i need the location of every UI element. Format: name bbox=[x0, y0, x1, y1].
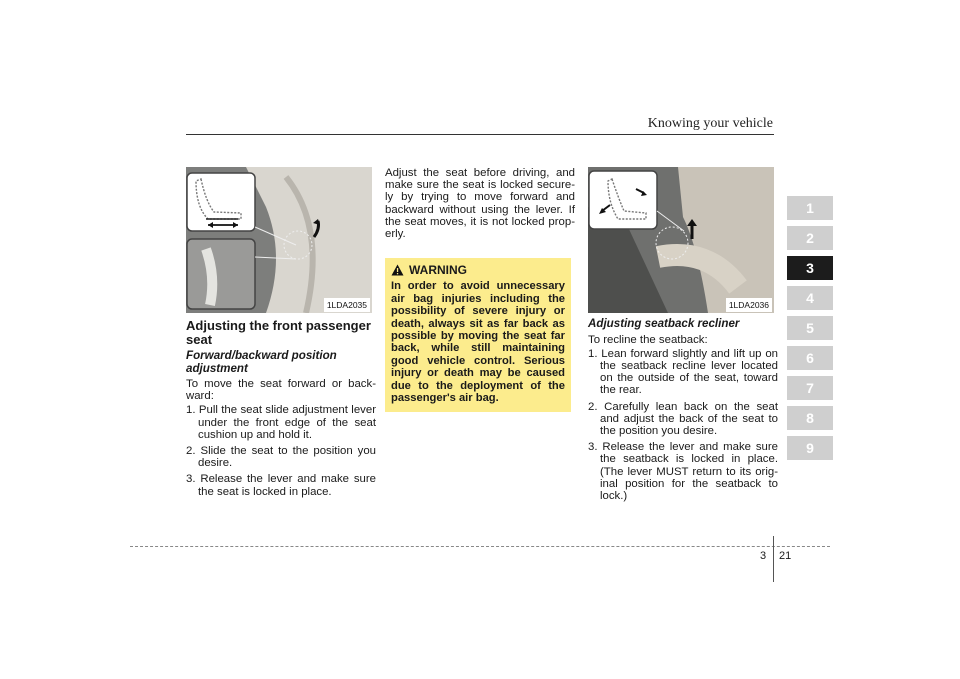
intro-text: To move the seat forward or back-ward: bbox=[186, 378, 376, 403]
steps-list bbox=[588, 348, 778, 502]
seat-check-paragraph: Adjust the seat before driving, and make sure the seat is locked secure-ly by trying to move forward and backward without using the lever. If the seat moves, it is not locked prop-erly. bbox=[385, 167, 575, 241]
chapter-tab-8[interactable]: 8 bbox=[787, 406, 833, 430]
warning-text: In order to avoid unnecessary air bag injuries including the possibility of severe injury or death, always sit as far back as possible by moving the seat far back, while still maintaining good vehicle control. Serious injury or death may be caused due to the deployment of the passenger's air bag. bbox=[391, 280, 565, 405]
footer-page-number: 21 bbox=[779, 550, 792, 562]
list-item: 3. Release the lever and make sure the seat is locked in place. bbox=[186, 473, 376, 498]
seat-slide-photo bbox=[186, 167, 372, 313]
footer-divider bbox=[773, 536, 774, 582]
chapter-tab-7[interactable]: 7 bbox=[787, 376, 833, 400]
chapter-tab-3[interactable]: 3 bbox=[787, 256, 833, 280]
running-header: Knowing your vehicle bbox=[647, 116, 773, 131]
warning-box bbox=[385, 258, 571, 412]
seat-slide-illustration bbox=[186, 167, 372, 313]
list-item: 1. Pull the seat slide adjustment lever under the front edge of the seat cushion up and hold it. bbox=[186, 404, 376, 441]
chapter-tab-1[interactable]: 1 bbox=[787, 196, 833, 220]
chapter-tab-4[interactable]: 4 bbox=[787, 286, 833, 310]
middle-column bbox=[385, 167, 575, 412]
footer-rule bbox=[130, 546, 830, 547]
section-title: Adjusting the front passenger seat bbox=[186, 318, 371, 347]
right-column bbox=[588, 167, 778, 506]
warning-triangle-icon bbox=[391, 264, 404, 276]
recliner-photo bbox=[588, 167, 774, 313]
footer-chapter-number: 3 bbox=[760, 550, 767, 562]
warning-header bbox=[391, 264, 565, 276]
subhead-forward-backward: Forward/backward position adjustment bbox=[186, 349, 337, 375]
steps-list bbox=[186, 404, 376, 497]
chapter-tab-2[interactable]: 2 bbox=[787, 226, 833, 250]
chapter-tab-9[interactable]: 9 bbox=[787, 436, 833, 460]
intro-text: To recline the seatback: bbox=[588, 333, 708, 346]
left-column bbox=[186, 167, 376, 502]
image-code: 1LDA2035 bbox=[324, 298, 370, 312]
list-item: 2. Carefully lean back on the seat and adjust the back of the seat to the position you desire. bbox=[588, 400, 778, 437]
subhead-recliner: Adjusting seatback recliner bbox=[588, 317, 740, 330]
chapter-tabs bbox=[787, 196, 833, 466]
recliner-illustration bbox=[588, 167, 774, 313]
warning-title: WARNING bbox=[409, 263, 467, 278]
list-item: 2. Slide the seat to the position you desire. bbox=[186, 445, 376, 470]
chapter-tab-5[interactable]: 5 bbox=[787, 316, 833, 340]
list-item: 3. Release the lever and make sure the seatback is locked in place. (The lever MUST return to its orig-inal position for the seatback to lock.) bbox=[588, 441, 778, 502]
header-rule bbox=[186, 134, 774, 135]
list-item: 1. Lean forward slightly and lift up on the seatback recline lever located on the outside of the seat, toward the rear. bbox=[588, 347, 778, 397]
chapter-tab-6[interactable]: 6 bbox=[787, 346, 833, 370]
image-code: 1LDA2036 bbox=[726, 298, 772, 312]
